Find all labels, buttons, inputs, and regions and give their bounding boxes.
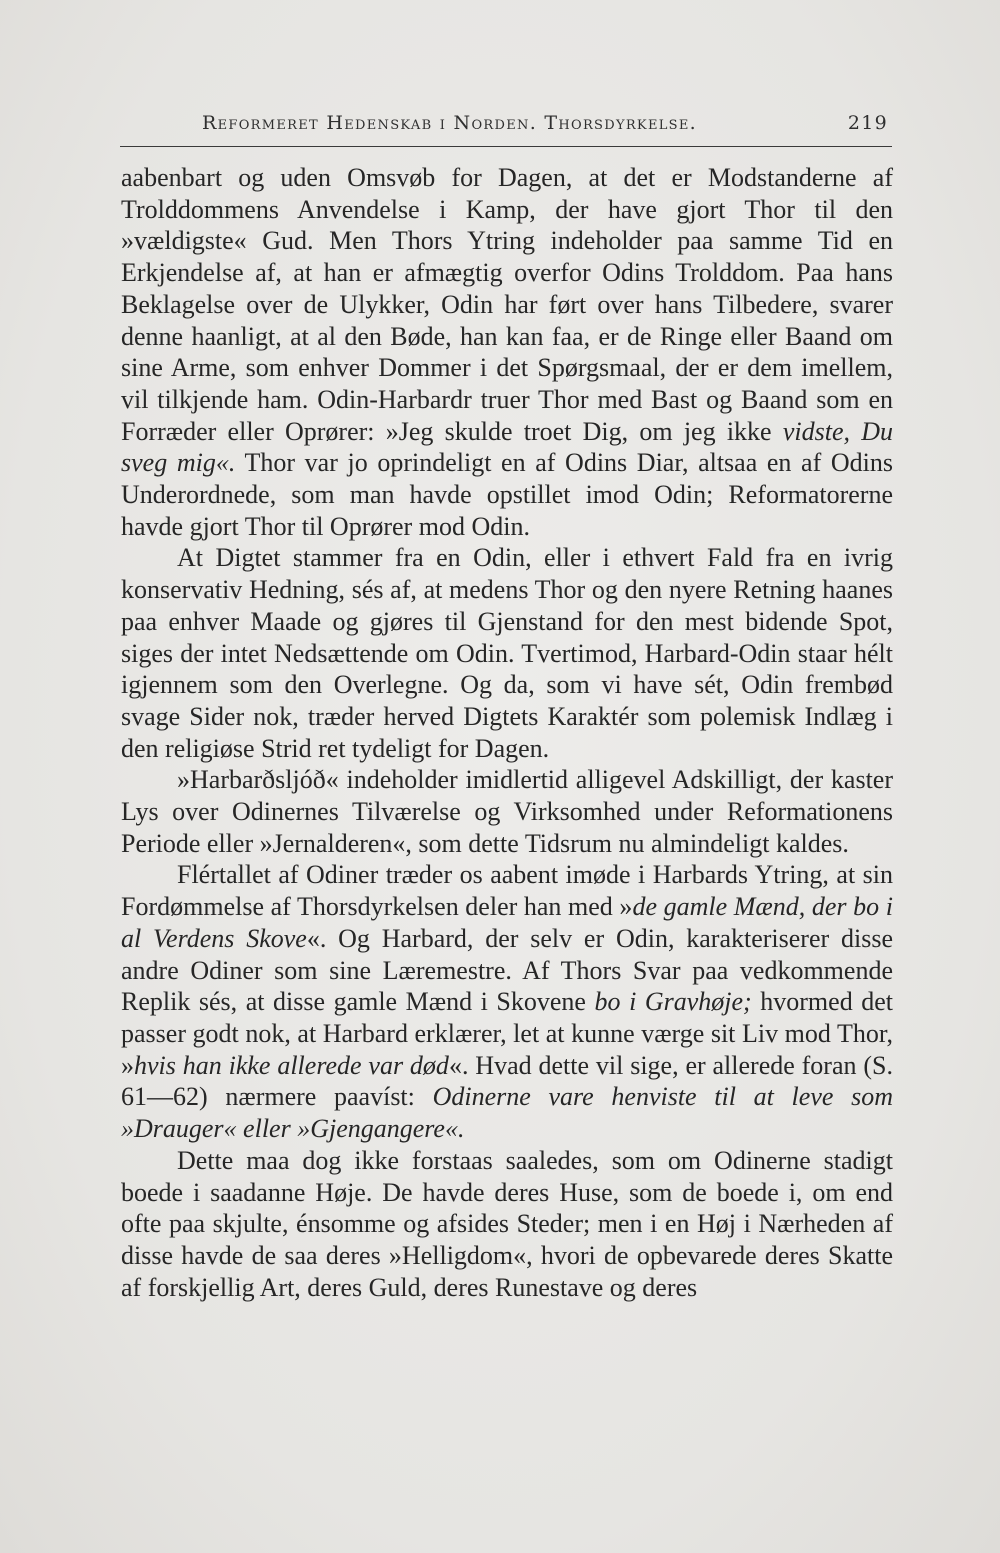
paragraph <box>121 542 893 764</box>
running-head <box>120 112 892 144</box>
text-run: «. Og Harbard, der selv er Odin, karakteriserer disse andre Odiner som sine Læremestre. Af Thors Svar paa vedkommende Replik sés, at disse gamle Mænd i Skovene <box>121 923 893 1017</box>
italic-text: bo i Gravhøje; <box>594 987 752 1017</box>
paragraph <box>121 162 893 542</box>
body-text <box>121 162 893 1303</box>
italic-text: de gamle Mænd, der bo i al Verdens Skove <box>121 892 893 953</box>
text-run: Dette maa dog ikke forstaas saaledes, som om Odinerne stadigt boede i saadanne Høje. De havde deres Huse, som de boede i, om end ofte paa skjulte, énsomme og afsides Steder; men i en Høj i Nærheden af disse havde de saa deres »Helligdom«, hvori de opbevarede deres Skatte af forskjellig Art, deres Guld, deres Runestave og deres <box>121 1145 893 1302</box>
italic-text: hvis han ikke allerede var død <box>134 1050 449 1080</box>
text-run: »Harbarðsljóð« indeholder imidlertid alligevel Adskilligt, der kaster Lys over Odinernes Tilværelse og Virksomhed under Reformationens Periode eller »Jernalderen«, som dette Tidsrum nu almindeligt kaldes. <box>121 765 893 858</box>
paragraph <box>121 859 893 1144</box>
text-run: Thor var jo oprindeligt en af Odins Diar, altsaa en af Odins Underordnede, som man havde opstillet imod Odin; Reformatorerne havde gjort Thor til Oprører mod Odin. <box>121 448 893 541</box>
italic-text: Odinerne vare henviste til at leve som »Drauger« eller »Gjengangere«. <box>121 1082 893 1144</box>
paragraph <box>121 1145 893 1304</box>
page-number: 219 <box>847 112 888 134</box>
running-head-title: Reformeret Hedenskab i Norden. Thorsdyrkelse. <box>202 112 698 134</box>
text-run: At Digtet stammer fra en Odin, eller i ethvert Fald fra en ivrig konservativ Hedning, sés af, at medens Thor og den nyere Retning haanes paa enhver Maade og gjøres til Gjenstand for den mest bidende Spot, siges der intet Nedsættende om Odin. Tvertimod, Harbard-Odin staar hélt igjennem som den Overlegne. Og da, som vi have sét, Odin frembød svage Sider nok, træder herved Digtets Karaktér som polemisk Indlæg i den religiøse Strid ret tydeligt for Dagen. <box>121 543 893 763</box>
text-run: aabenbart og uden Omsvøb for Dagen, at det er Modstanderne af Trolddommens Anvendelse i Kamp, der have gjort Thor til den »vældigste« Gud. Men Thors Ytring indeholder paa samme Tid en Erkjendelse af, at han er afmægtig overfor Odins Trolddom. Paa hans Beklagelse over de Ulykker, Odin har ført over hans Tilbedere, svarer denne haanligt, at al den Bøde, han kan faa, er de Ringe eller Baand om sine Arme, som enhver Dommer i det Spørgsmaal, der er dem imellem, vil tilkjende ham. Odin-Harbardr truer Thor med Bast og Baand som en Forræder eller Oprører: »Jeg skulde troet Dig, om jeg ikke <box>121 163 893 446</box>
italic-text: vidste, Du sveg mig«. <box>121 416 894 478</box>
text-run: Flértallet af Odiner træder os aabent imøde i Harbards Ytring, at sin Fordømmelse af Thorsdyrkelsen deler han med » <box>121 860 893 922</box>
text-run: hvormed det passer godt nok, at Harbard erklærer, let at kunne værge sit Liv mod Thor, » <box>121 987 894 1080</box>
paragraph <box>121 764 893 859</box>
header-rule <box>120 146 892 147</box>
text-run: «. Hvad dette vil sige, er allerede foran (S. 61—62) nærmere paavíst: <box>121 1050 893 1112</box>
